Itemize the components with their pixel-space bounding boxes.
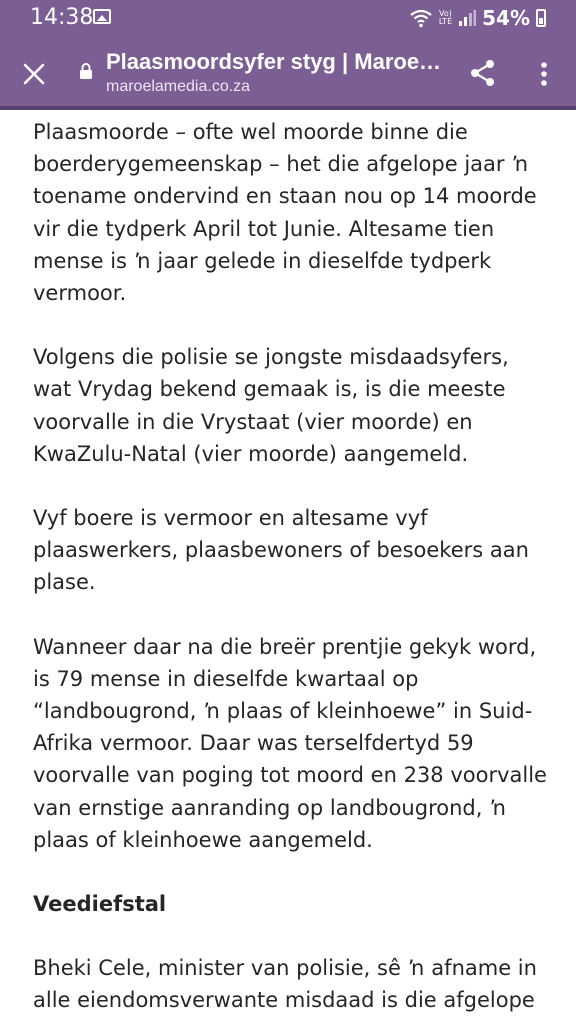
status-bar — [0, 0, 576, 36]
page-load-progress — [0, 106, 576, 110]
page-url: maroelamedia.co.za — [106, 78, 251, 95]
share-icon — [468, 58, 498, 88]
close-button[interactable] — [14, 54, 54, 94]
gallery-icon — [93, 9, 111, 24]
page-title: Plaasmoordsyfer styg | Maroe… — [106, 49, 442, 74]
battery-icon — [536, 9, 546, 27]
volte-label: Vo) — [439, 9, 452, 18]
wifi-icon — [409, 8, 433, 28]
close-icon — [23, 63, 45, 85]
article-paragraph: Vyf boere is vermoor en altesame vyf plaaswerkers, plaasbewoners of besoekers aan plase. — [33, 506, 529, 595]
article-paragraph: Plaasmoorde – ofte wel moorde binne die boerderygemeenskap – het die afgelope jaar ŉ toename ondervind en staan nou op 14 moorde vir die tydperk April tot Junie. Altesame tien mense is ŉ jaar gelede in dieselfde tydperk vermoor. — [33, 120, 537, 306]
more-vert-icon — [540, 61, 548, 87]
lte-label: LTE — [438, 17, 453, 26]
battery-percent: 54% — [482, 6, 530, 30]
article-paragraph: Bheki Cele, minister van polisie, sê ŉ afname in alle eiendomsverwante misdaad is die afgelope — [33, 956, 537, 1013]
share-button[interactable] — [462, 52, 504, 94]
article-body — [33, 116, 553, 1024]
browser-toolbar — [0, 0, 576, 108]
signal-icon — [458, 10, 476, 26]
page-load-progress-fill — [0, 106, 576, 110]
battery-level — [539, 18, 543, 24]
article-paragraph: Volgens die polisie se jongste misdaadsyfers, wat Vrydag bekend gemaak is, is die meeste voorvalle in die Vrystaat (vier moorde) en KwaZulu-Natal (vier moorde) aangemeld. — [33, 345, 509, 466]
volte-indicator — [439, 10, 452, 26]
title-area[interactable] — [106, 48, 446, 98]
lock-icon[interactable] — [79, 62, 93, 80]
menu-button[interactable] — [526, 54, 562, 94]
status-indicators — [409, 6, 546, 30]
article-paragraph: Wanneer daar na die breër prentjie gekyk word, is 79 mense in dieselfde kwartaal op “landbougrond, ŉ plaas of kleinhoewe” in Suid-Afrika vermoor. Daar was terselfdertyd 59 voorvalle van poging tot moord en 238 voorvalle van ernstige aanranding op landbougrond, ŉ plaas of kleinhoewe aangemeld. — [33, 634, 547, 852]
article-subheading: Veediefstal — [33, 892, 167, 917]
status-time: 14:38 — [30, 5, 94, 30]
